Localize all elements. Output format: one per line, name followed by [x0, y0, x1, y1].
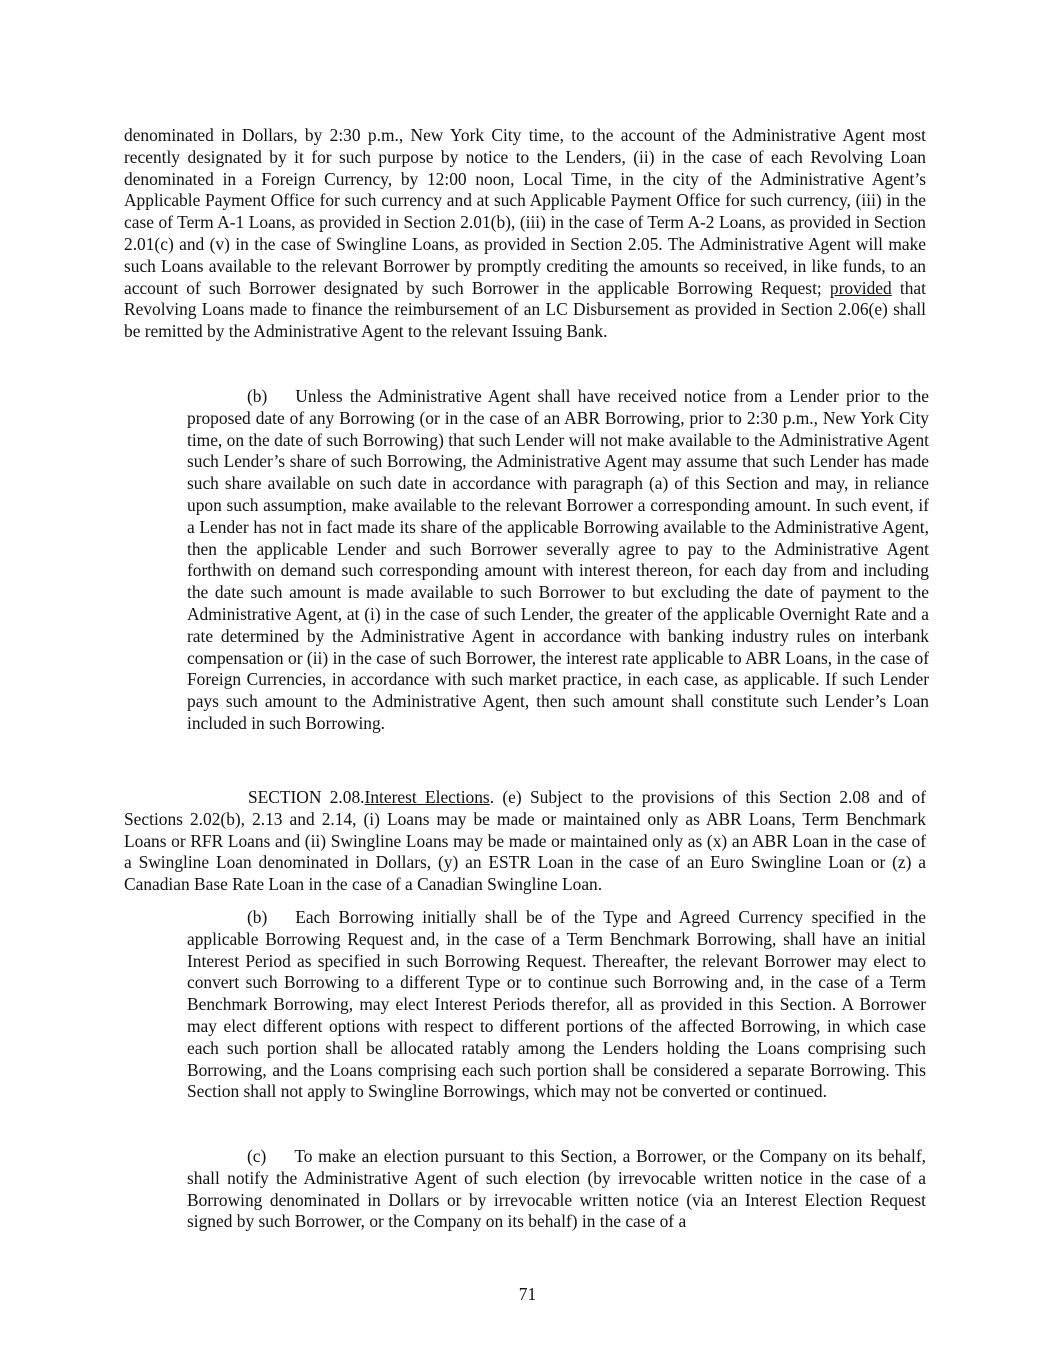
paragraph-b [187, 386, 929, 735]
paragraph-c-text: To make an election pursuant to this Section, a Borrower, or the Company on its behalf, shall notify the Administrative Agent of such election (by irrevocable written notice in the case of a Borrowing denominated in Dollars or by irrevocable written notice (via an Interest Election Request signed by such Borrower, or the Company on its behalf) in the case of a [187, 1146, 926, 1232]
paragraph-b-text: Unless the Administrative Agent shall have received notice from a Lender prior to the proposed date of any Borrowing (or in the case of an ABR Borrowing, prior to 2:30 p.m., New York City time, on the date of such Borrowing) that such Lender will not make available to the Administrative Agent such Lender’s share of such Borrowing, the Administrative Agent may assume that such Lender has made such share available on such date in accordance with paragraph (a) of this Section and may, in reliance upon such assumption, make available to the relevant Borrower a corresponding amount. In such event, if a Lender has not in fact made its share of the applicable Borrowing available to the Administrative Agent, then the applicable Lender and such Borrower severally agree to pay to the Administrative Agent forthwith on demand such corresponding amount with interest thereon, for each day from and including the date such amount is made available to such Borrower to but excluding the date of payment to the Administrative Agent, at (i) in the case of such Lender, the greater of the applicable Overnight Rate and a rate determined by the Administrative Agent in accordance with banking industry rules on interbank compensation or (ii) in the case of such Borrower, the interest rate applicable to ABR Loans, in the case of Foreign Currencies, in accordance with such market practice, in each case, as applicable. If such Lender pays such amount to the Administrative Agent, then such amount shall constitute such Lender’s Loan included in such Borrowing. [187, 386, 929, 733]
paragraph-c-label: (c) [247, 1146, 267, 1166]
section-label: SECTION 2.08. [248, 787, 365, 807]
paragraph-b-label: (b) [247, 386, 268, 406]
section-2-08-paragraph [124, 787, 926, 896]
paragraph-b2-label: (b) [247, 907, 268, 927]
provided-term: provided [829, 277, 892, 298]
paragraph-c [187, 1146, 926, 1233]
paragraph-b2-text: Each Borrowing initially shall be of the Type and Agreed Currency specified in the applicable Borrowing Request and, in the case of a Term Benchmark Borrowing, shall have an initial Interest Period as specified in such Borrowing Request. Thereafter, the relevant Borrower may elect to convert such Borrowing to a different Type or to continue such Borrowing and, in the case of a Term Benchmark Borrowing, may elect Interest Periods therefor, all as provided in this Section. A Borrower may elect different options with respect to different portions of the affected Borrowing, in which case each such portion shall be allocated ratably among the Lenders holding the Loans comprising such Borrowing, and the Loans comprising each such portion shall be considered a separate Borrowing. This Section shall not apply to Swingline Borrowings, which may not be converted or continued. [187, 907, 926, 1102]
section-2-08-text: . (e) Subject to the provisions of this Section 2.08 and of Sections 2.02(b), 2.13 and 2.14, (i) Loans may be made or maintained only as ABR Loans, Term Benchmark Loans or RFR Loans and (ii) Swingline Loans may be made or maintained only as (x) an ABR Loan in the case of a Swingline Loan denominated in Dollars, (y) an ESTR Loan in the case of an Euro Swingline Loan or (z) a Canadian Base Rate Loan in the case of a Canadian Swingline Loan. [124, 787, 927, 895]
paragraph-a-text-after: that Revolving Loans made to finance the reimbursement of an LC Disbursement as provided in Section 2.06(e) shall be remitted by the Administrative Agent to the relevant Issuing Bank. [124, 277, 926, 342]
paragraph-a-text-before: denominated in Dollars, by 2:30 p.m., New York City time, to the account of the Administrative Agent most recently designated by it for such purpose by notice to the Lenders, (ii) in the case of each Revolving Loan denominated in a Foreign Currency, by 12:00 noon, Local Time, in the city of the Administrative Agent’s Applicable Payment Office for such currency and at such Applicable Payment Office for such currency, (iii) in the case of Term A-1 Loans, as provided in Section 2.01(b), (iii) in the case of Term A-2 Loans, as provided in Section 2.01(c) and (v) in the case of Swingline Loans, as provided in Section 2.05. The Administrative Agent will make such Loans available to the relevant Borrower by promptly crediting the amounts so received, in like funds, to an account of such Borrower designated by such Borrower in the applicable Borrowing Request; [124, 125, 926, 298]
page-number: 71 [518, 1284, 537, 1304]
section-heading: Interest Elections [364, 787, 490, 807]
paragraph-a-continued [124, 125, 926, 343]
paragraph-b-interest-elections [187, 907, 926, 1103]
